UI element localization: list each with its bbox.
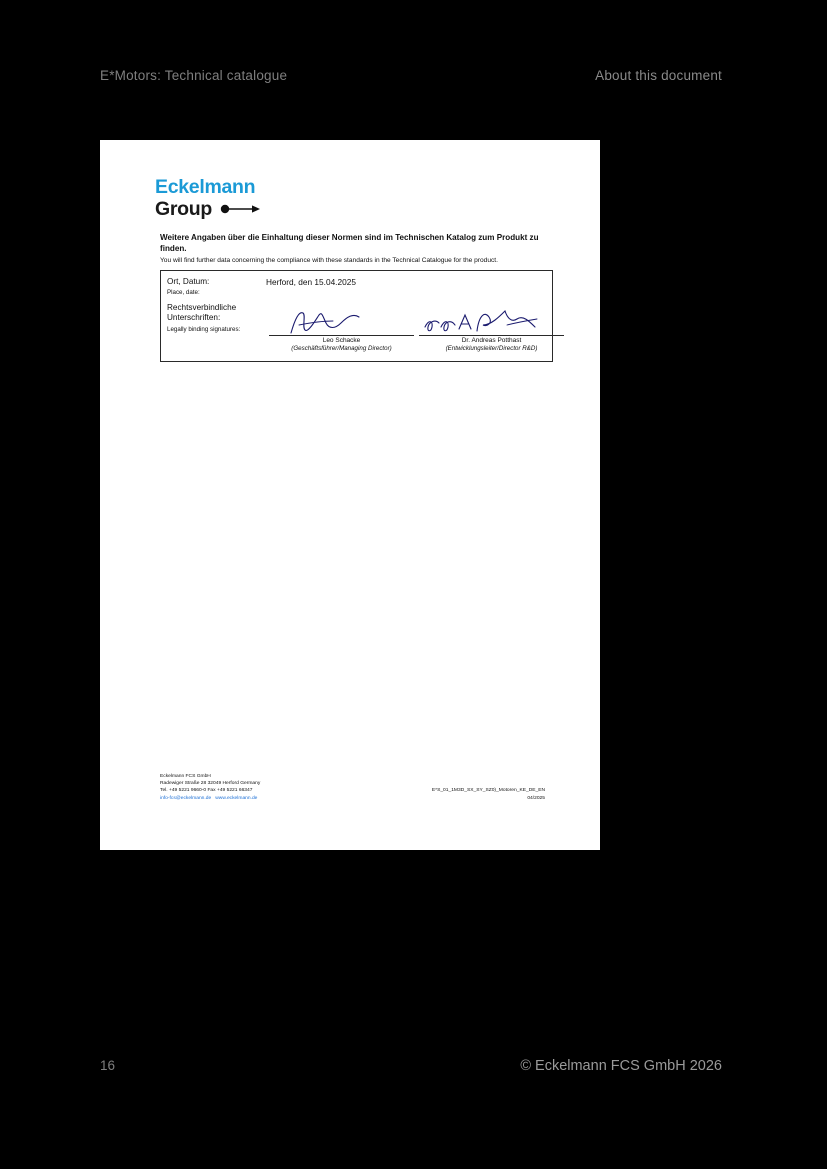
document-code-block <box>432 787 545 802</box>
logo-eckelmann-text: Eckelmann <box>155 176 256 198</box>
arrow-icon <box>220 203 260 215</box>
place-date-value: Herford, den 15.04.2025 <box>266 277 356 287</box>
legal-label-de-line2: Unterschriften: <box>167 313 221 323</box>
handwritten-signature-icon <box>419 305 564 337</box>
signatory-role: (Entwicklungsleiter/Director R&D) <box>445 345 538 352</box>
place-date-label-en: Place, date: <box>167 289 200 297</box>
signatory-role: (Geschäftsführer/Managing Director) <box>291 345 392 352</box>
signature-slot-managing-director <box>269 305 414 355</box>
document-code-id: E*S_01_1M3D_SX_SY_SZ0)_Motoren_KE_DE_EN <box>431 788 545 794</box>
signature-line <box>269 335 414 336</box>
signature-box <box>160 270 553 362</box>
legal-label-de-line1: Rechtsverbindliche <box>167 303 237 312</box>
standards-note-en: You will find further data concerning the compliance with these standards in the Technical Catalogue for the product. <box>160 256 498 264</box>
legal-label-en: Legally binding signatures: <box>167 325 241 333</box>
signatory-name: Dr. Andreas Potthast <box>461 337 522 344</box>
handwritten-signature-icon <box>269 305 414 337</box>
standards-note-de: Weitere Angaben über die Einhaltung dieser Normen sind im Technischen Katalog zum Produkt zu finden. <box>160 233 539 253</box>
imprint-web-link[interactable]: www.eckelmann.de <box>215 795 258 801</box>
signatory-name: Leo Schacke <box>322 337 361 344</box>
page-header <box>100 68 722 83</box>
copyright-notice: © Eckelmann FCS GmbH 2026 <box>520 1058 722 1074</box>
header-section-title: About this document <box>595 68 722 83</box>
embedded-document-page <box>100 140 600 850</box>
place-date-label-de: Ort, Datum: <box>167 277 210 286</box>
imprint-company: Eckelmann FCS GmbH <box>160 773 211 779</box>
signature-line <box>419 335 564 336</box>
document-code-date: 04/2025 <box>527 795 545 801</box>
standards-note <box>160 233 552 265</box>
imprint-block <box>160 773 260 802</box>
header-document-title: E*Motors: Technical catalogue <box>100 68 288 83</box>
eckelmann-group-logo <box>155 178 260 219</box>
page-number: 16 <box>100 1058 116 1073</box>
signature-slot-director-rd <box>419 305 564 355</box>
legal-signature-label <box>167 303 240 334</box>
place-date-label <box>167 277 209 298</box>
imprint-email-link[interactable]: info-fcs@eckelmann.de <box>160 795 212 801</box>
imprint-contact: Tel. +49 5221 9660-0 Fax +49 5221 66347 <box>160 788 253 794</box>
imprint-address: Radewiger Straße 28 32049 Herford Germany <box>160 780 261 786</box>
page-footer <box>100 1058 722 1074</box>
logo-group-text: Group <box>155 197 212 220</box>
